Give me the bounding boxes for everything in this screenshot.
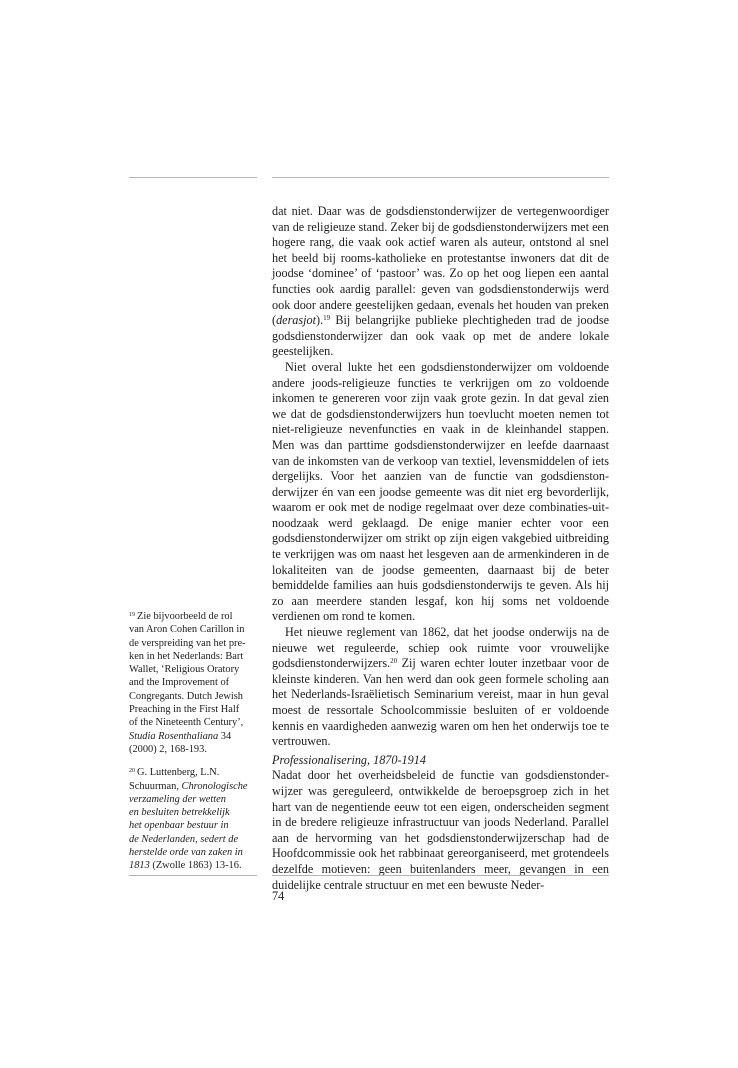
- main-text-column: [272, 204, 609, 893]
- footnote-number: 20: [129, 768, 135, 775]
- footnotes-column: [129, 610, 257, 883]
- footnote-20: $^{20}$ G. Luttenberg, L.N. Schuurman, Chronologische verzameling der wetten en besluiten betrekkelijk het openbaar bestuur in de Nederlanden, sedert de herstelde orde van zaken in 1813 (Zwolle 1863) 13-16.: [129, 767, 248, 872]
- term-derasjot: derasjot: [276, 313, 317, 328]
- paragraph-1: dat niet. Daar was de godsdienstonderwijzer de vertegenwoordiger van de religieuze stand. Zeker bij de godsdienstonderwijzers met een hogere rang, die vaak ook actief waren als auteur, ontstond al snel het beeld bij rooms-katholieke en protestantse inwoners dat dit de joodse ‘dominee’ of ‘pastoor’ was. Zo op het oog liepen een aantal functies ook aardig parallel: geven van godsdienstonderwijs werd ook door andere geestelijken gedaan, evenals het houden van preken (derasjot).$^{19}$ Bij belangrijke publieke plechtigheden trad de joodse godsdienstonderwijzer dan ook vaak op met de andere lokale geestelijken.: [272, 204, 609, 359]
- journal-title: Studia Rosenthaliana: [129, 730, 219, 742]
- footnote-ref-19[interactable]: 19: [323, 314, 331, 323]
- paragraph-3: Het nieuwe reglement van 1862, dat het joodse onderwijs na de nieuwe wet reguleerde, schiep ook ruimte voor vrouwelijke godsdienstonderwijzers.$^{20}$ Zij waren echter louter inzetbaar voor de kleinste kinderen. Van hen werd dan ook geen formele scholing aan het Nederlands-Israëlietisch Seminarium vereist, maar in hun geval moest de ressortale Schoolcommissie besluiten of er voldoende kennis en vaardigheden aanwezig waren om hen het onderwijs toe te vertrouwen.: [272, 625, 609, 749]
- section-heading: Professionalisering, 1870-1914: [272, 752, 426, 767]
- bottom-rule-main: [272, 875, 609, 876]
- top-rule-main: [272, 177, 609, 178]
- paragraph-4: Nadat door het overheidsbeleid de functie van godsdienstonderwijzer was gereguleerd, ontwikkelde de beroepsgroep zich in het hart van de negentiende eeuw tot een eigen, onderscheiden segment in de bredere religieuze infrastructuur van joods Nederland. Parallel aan de hervorming van het godsdienstonderwijzerschap had de Hoofdcommissie ook het rabbinaat gereorganiseerd, met grotendeels dezelfde motieven: geen buitenlanders meer, gevangen in een duidelijke centrale structuur en met een bewuste Neder-: [272, 768, 609, 892]
- footnote-19: $^{19}$ Zie bijvoorbeeld de rol van Aron Cohen Carillon in de verspreiding van het pre- ken in het Nederlands: Bart Wallet, ‘Religious Oratory and the Improvement of Congregants. Dutch Jewish Preaching in the First Half of the Nineteenth Century’, Studia Rosenthaliana 34 (2000) 2, 168-193.: [129, 611, 246, 755]
- page-number: 74: [272, 889, 285, 903]
- paragraph-2: Niet overal lukte het een godsdienstonderwijzer om voldoende andere joods-religieuze functies te verkrijgen om zo voldoende inkomen te genereren voor zijn vaak grote gezin. In dat geval zien we dat de godsdienstonderwijzers hun toevlucht moeten nemen tot niet-religieuze nevenfuncties en vaak in de kleinhandel stappen. Men was dan parttime godsdienstonderwijzer en leefde daarnaast van de inkomsten van de verkoop van textiel, levensmiddelen of iets dergelijks. Voor het aanzien van de functie van godsdienstonderwijzer én van een joodse gemeente was dit niet erg bevorderlijk, waarom er ook met de nodige regelmaat over deze combinaties-uit-noodzaak werd geklaagd. De enige manier echter voor een godsdienstonderwijzer om strikt op zijn eigen vakgebied uitbreiding te verkrijgen was om naast het lesgeven aan de armenkinderen in de lokaliteiten van de joodse gemeenten, daarnaast bij de beter bemiddelde families aan huis godsdienstonderwijs te geven. Als hij zo aan meerdere standen lesgaf, kon hij soms net voldoende verdienen om rond te komen.: [272, 359, 609, 624]
- footnote-number: 19: [129, 612, 135, 618]
- top-rule-margin: [129, 177, 257, 178]
- bottom-rule-margin: [129, 875, 257, 876]
- book-title: Chronologische verzameling der wetten en besluiten betrekkelijk het openbaar bestuur in de Nederlanden, sedert de herstelde orde van zaken in 1813: [129, 780, 248, 872]
- footnote-ref-20[interactable]: 20: [390, 657, 398, 666]
